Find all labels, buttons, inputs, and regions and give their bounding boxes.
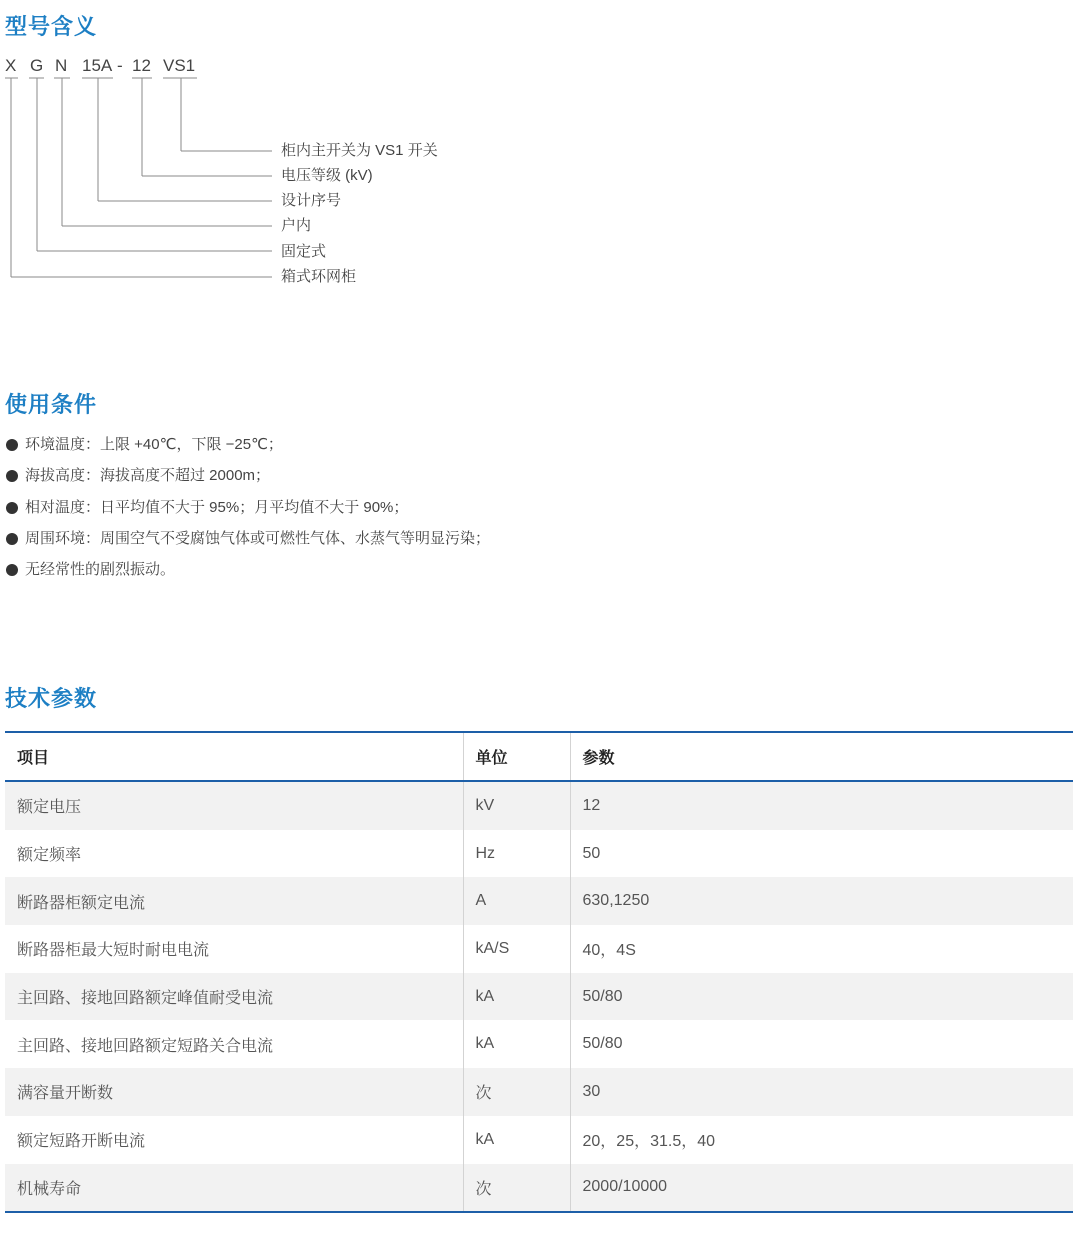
cell-unit: Hz xyxy=(463,830,570,878)
condition-text: 相对温度：日平均值不大于 95%；月平均值不大于 90%； xyxy=(25,498,409,516)
cell-item: 断路器柜额定电流 xyxy=(5,877,463,925)
condition-text: 海拔高度：海拔高度不超过 2000m； xyxy=(25,467,271,485)
legend-voltage-level: 电压等级 (kV) xyxy=(281,167,373,184)
cell-value: 12 xyxy=(570,781,1073,830)
list-item xyxy=(6,527,490,558)
legend-switch-type: 柜内主开关为 VS1 开关 xyxy=(281,142,438,159)
code-segment-15a: 15A xyxy=(82,56,113,75)
cell-value: 2000/10000 xyxy=(570,1164,1073,1213)
cell-value: 20，25，31.5，40 xyxy=(570,1116,1073,1164)
code-segment-vs1: VS1 xyxy=(163,56,196,75)
code-segment-x: X xyxy=(5,56,17,75)
cell-item: 断路器柜最大短时耐电电流 xyxy=(5,925,463,973)
cell-unit: kA xyxy=(463,973,570,1021)
code-segment-g: G xyxy=(30,56,44,75)
cell-value: 30 xyxy=(570,1068,1073,1116)
legend-design-number: 设计序号 xyxy=(281,192,342,209)
cell-value: 50/80 xyxy=(570,973,1073,1021)
table-header-row xyxy=(5,732,1073,781)
bullet-icon xyxy=(6,470,18,482)
code-segment-12: 12 xyxy=(132,56,151,75)
legend-indoor: 户内 xyxy=(281,217,312,234)
table-row xyxy=(5,925,1073,973)
table-row xyxy=(5,973,1073,1021)
section-title-usage-conditions: 使用条件 xyxy=(5,392,98,417)
section-title-tech-params: 技术参数 xyxy=(5,686,98,711)
list-item xyxy=(6,558,490,589)
code-segment-dash: - xyxy=(117,56,123,75)
header-unit: 单位 xyxy=(463,732,570,781)
cell-item: 主回路、接地回路额定短路关合电流 xyxy=(5,1020,463,1068)
list-item xyxy=(6,464,490,495)
cell-unit: 次 xyxy=(463,1068,570,1116)
cell-unit: kA xyxy=(463,1116,570,1164)
table-row xyxy=(5,1164,1073,1213)
table-row xyxy=(5,781,1073,830)
bullet-icon xyxy=(6,564,18,576)
cell-value: 40，4S xyxy=(570,925,1073,973)
condition-text: 周围环境：周围空气不受腐蚀气体或可燃性气体、水蒸气等明显污染； xyxy=(25,529,491,547)
cell-item: 主回路、接地回路额定峰值耐受电流 xyxy=(5,973,463,1021)
table-row xyxy=(5,830,1073,878)
cell-item: 额定短路开断电流 xyxy=(5,1116,463,1164)
header-value: 参数 xyxy=(570,732,1073,781)
bullet-icon xyxy=(6,439,18,451)
cell-item: 额定电压 xyxy=(5,781,463,830)
table-row xyxy=(5,877,1073,925)
code-segment-n: N xyxy=(55,56,68,75)
model-connector-lines xyxy=(0,0,300,290)
cell-item: 机械寿命 xyxy=(5,1164,463,1213)
list-item xyxy=(6,433,490,464)
cell-value: 50 xyxy=(570,830,1073,878)
tech-params-table xyxy=(5,731,1073,1213)
cell-unit: A xyxy=(463,877,570,925)
legend-box-ring-main-unit: 箱式环网柜 xyxy=(281,268,357,285)
conditions-list xyxy=(6,433,490,589)
condition-text: 环境温度：上限 +40℃，下限 −25℃； xyxy=(25,436,283,453)
table-row xyxy=(5,1068,1073,1116)
header-item: 项目 xyxy=(5,732,463,781)
cell-value: 630,1250 xyxy=(570,877,1073,925)
condition-text: 无经常性的剧烈振动。 xyxy=(25,561,176,579)
cell-unit: 次 xyxy=(463,1164,570,1213)
legend-fixed-type: 固定式 xyxy=(281,243,327,260)
section-title-model-meaning: 型号含义 xyxy=(5,14,98,39)
table-row xyxy=(5,1116,1073,1164)
cell-item: 满容量开断数 xyxy=(5,1068,463,1116)
cell-item: 额定频率 xyxy=(5,830,463,878)
cell-unit: kA xyxy=(463,1020,570,1068)
cell-unit: kV xyxy=(463,781,570,830)
table-row xyxy=(5,1020,1073,1068)
list-item xyxy=(6,496,490,527)
bullet-icon xyxy=(6,533,18,545)
cell-value: 50/80 xyxy=(570,1020,1073,1068)
cell-unit: kA/S xyxy=(463,925,570,973)
bullet-icon xyxy=(6,502,18,514)
